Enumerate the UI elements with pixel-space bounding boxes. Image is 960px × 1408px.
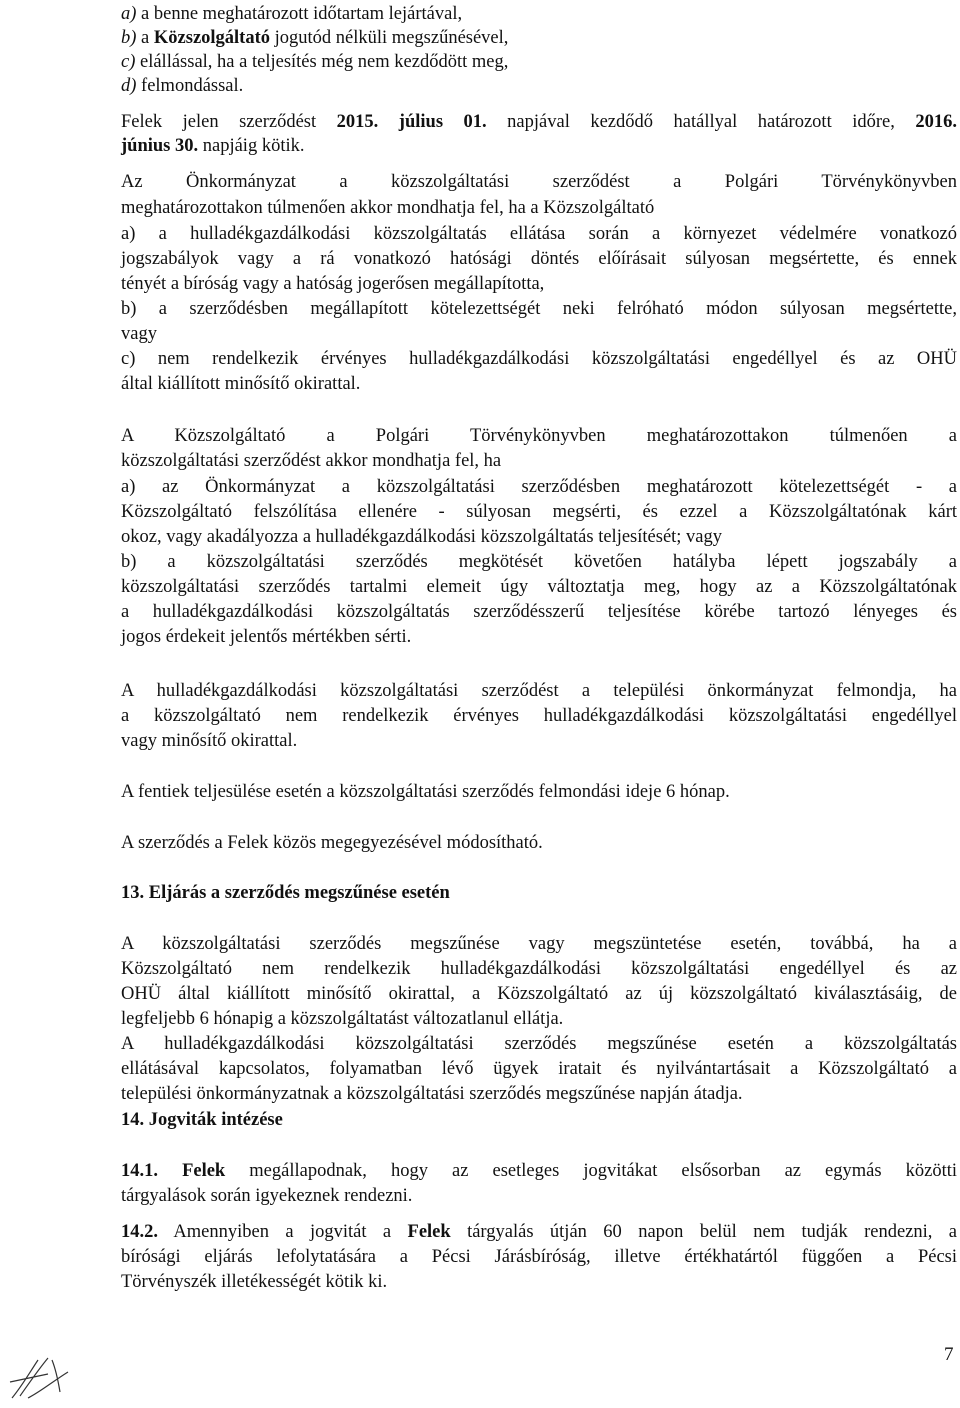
section-heading-14: 14. Jogviták intézése	[121, 1110, 283, 1130]
termination-item-a: a) a benne meghatározott időtartam lejártával,	[121, 4, 463, 24]
paragraph-14-2-line-2: bírósági eljárás lefolytatására a Pécsi Járásbíróság, illetve értékhatártól függően a Pécsi	[121, 1247, 957, 1267]
paragraph-14-1-line-1: 14.1. Felek megállapodnak, hogy az esetleges jogvitákat elsősorban az egymás közötti	[121, 1161, 957, 1181]
section-heading-13: 13. Eljárás a szerződés megszűnése esetén	[121, 883, 450, 903]
termination-item-c: c) elállással, ha a teljesítés még nem kezdődött meg,	[121, 52, 509, 72]
document-page: a) a benne meghatározott időtartam lejártával, b) a Közszolgáltató jogutód nélküli megszűnésével, c) elállással, ha a teljesítés még nem kezdődött meg, d) felmondással. Felek jelen szerződést 2015. július 01. napjával kezdődő hatállyal határozott időre, 2016. június 30. napjáig kötik. Az Önkormányzat a közszolgáltatási szerződést a Polgári Törvénykönyvben meghatározottakon túlmenően akkor mondhatja fel, ha a Közszolgáltató a) a hulladékgazdálkodási közszolgáltatás ellátása során a környezet védelmére vonatkozó jogszabályok vagy a rá vonatkozó hatósági döntés előírásait súlyosan megsértette, és ennek tényét a bíróság vagy a hatóság jogerősen megállapította, b) a szerződésben megállapított kötelezettségét neki felróható módon súlyosan megsértette, vagy c) nem rendelkezik érvényes hulladékgazdálkodási közszolgáltatási engedéllyel és az OHÜ által kiállított minősítő okirattal. A Közszolgáltató a Polgári Törvénykönyvben meghatározottakon túlmenően a közszolgáltatási szerződést akkor mondhatja fel, ha a) az Önkormányzat a közszolgáltatási szerződésben meghatározott kötelezettségét - a Közszolgáltató felszólítása ellenére - súlyosan megsérti, és ezzel a Közszolgáltatónak kárt okoz, vagy akadályozza a hulladékgazdálkodási közszolgáltatás teljesítését; vagy b) a közszolgáltatási szerződés megkötését követően hatályba lépett jogszabály a közszolgáltatási szerződés tartalmi elemeit úgy változtatja meg, hogy az a Közszolgáltatónak a hulladékgazdálkodási közszolgáltatás szerződésszerű teljesítése körébe tartozó lényeges és jogos érdekeit jelentős mértékben sérti. A hulladékgazdálkodási közszolgáltatási szerződést a települési önkormányzat felmondja, ha a közszolgáltató nem rendelkezik érvényes hulladékgazdálkodási közszolgáltatási engedéllyel vagy minősítő okirattal. A fentiek teljesülése esetén a közszolgáltatási szerződés felmondási ideje 6 hónap. A szerződés a Felek közös megegyezésével módosítható. 13. Eljárás a szerződés megszűnése esetén A közszolgáltatási szerződés megszűnése vagy megszüntetése esetén, továbbá, ha a Közszolgáltató nem rendelkezik hulladékgazdálkodási közszolgáltatási engedéllyel és az OHÜ által kiállított minősítő okirattal, a Közszolgáltató az új közszolgáltató kiválasztásáig, de legfeljebb 6 hónapig a közszolgáltatást változatlanul ellátja. A hulladékgazdálkodási közszolgáltatási szerződés megszűnése esetén a közszolgáltatás ellátásával kapcsolatos, folyamatban lévő ügyek iratait és nyilvántartásait a Közszolgáltató a települési önkormányzatnak a közszolgáltatási szerződés megszűnése napján átadja. 14. Jogviták intézése 14.1. Felek megállapodnak, hogy az esetleges jogvitákat elsősorban az egymás közötti tárgyalások során igyekeznek rendezni. 14.2. Amennyiben a jogvitát a Felek tárgyalás útján 60 napon belül nem tudják rendezni, a bírósági eljárás lefolytatására a Pécsi Járásbíróság, illetve értékhatártól függően a Pécsi Törvényszék illetékességét kötik ki. 7	[0, 0, 960, 1408]
paragraph-amendment: A szerződés a Felek közös megegyezésével módosítható.	[121, 833, 543, 853]
paragraph-14-2-line-3: Törvényszék illetékességét kötik ki.	[121, 1272, 388, 1292]
paragraph-14-2-line-1: 14.2. Amennyiben a jogvitát a Felek tárgyalás útján 60 napon belül nem tudják rendezni, a	[121, 1222, 958, 1242]
term-sentence-line-2: június 30. napjáig kötik.	[121, 136, 305, 156]
paragraph-14-1-line-2: tárgyalások során igyekeznek rendezni.	[121, 1186, 413, 1206]
signature-mark	[8, 1352, 78, 1402]
term-sentence-line-1: Felek jelen szerződést 2015. július 01. napjával kezdődő hatállyal határozott időre, 2016.	[121, 112, 957, 132]
termination-item-d: d) felmondással.	[121, 76, 244, 96]
page-number: 7	[944, 1344, 954, 1365]
termination-item-b: b) a Közszolgáltató jogutód nélküli megszűnésével,	[121, 28, 509, 48]
paragraph-notice-period: A fentiek teljesülése esetén a közszolgáltatási szerződés felmondási ideje 6 hónap.	[121, 782, 730, 802]
